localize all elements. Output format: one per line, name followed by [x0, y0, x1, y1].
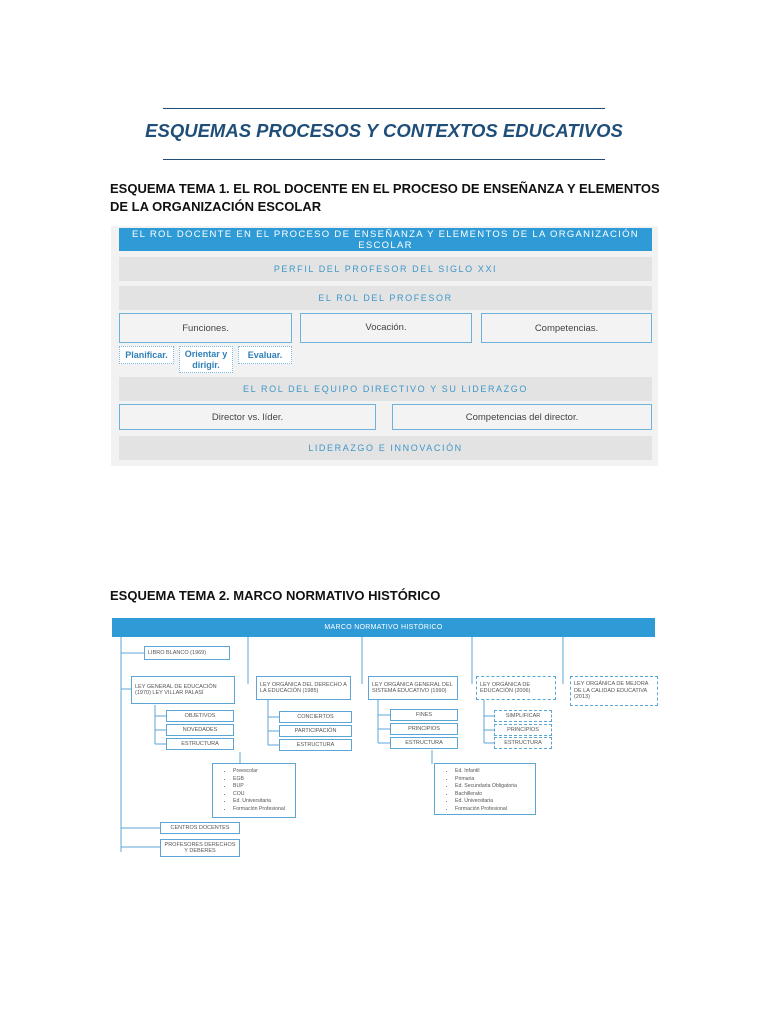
list-item: • Ed. Secundaria Obligatoria: [455, 783, 531, 791]
planificar-box: Planificar.: [119, 346, 174, 364]
logse-structure-list: [434, 763, 536, 815]
marco-header: MARCO NORMATIVO HISTÓRICO: [112, 618, 655, 637]
lge-child: NOVEDADES: [166, 724, 234, 736]
scheme2-heading: ESQUEMA TEMA 2. MARCO NORMATIVO HISTÓRICO: [110, 588, 441, 603]
list-item: • Primaria: [455, 776, 531, 784]
scheme1-heading: ESQUEMA TEMA 1. EL ROL DOCENTE EN EL PROCESO DE ENSEÑANZA Y ELEMENTOS DE LA ORGANIZACIÓN ESCOLAR: [110, 181, 660, 214]
perfil-bar: PERFIL DEL PROFESOR DEL SIGLO XXI: [119, 257, 652, 281]
list-item: • Preescolar: [233, 768, 291, 776]
lge-child: ESTRUCTURA: [166, 738, 234, 750]
director-lider-box: Director vs. líder.: [119, 404, 376, 430]
lode-box: LEY ORGÁNICA DEL DERECHO A LA EDUCACIÓN (1985): [256, 676, 351, 700]
lode-child: ESTRUCTURA: [279, 739, 352, 751]
logse-child: FINES: [390, 709, 458, 721]
list-item: • Formación Profesional: [455, 806, 531, 814]
lge-child: OBJETIVOS: [166, 710, 234, 722]
list-item: • COU: [233, 791, 291, 799]
loe-child: ESTRUCTURA: [494, 737, 552, 749]
centros-box: CENTROS DOCENTES: [160, 822, 240, 834]
list-item: • EGB: [233, 776, 291, 784]
list-item: • Ed. Universitaria: [455, 798, 531, 806]
list-item: • Bachillerato: [455, 791, 531, 799]
vocacion-box: Vocación.: [300, 313, 472, 343]
list-item: • Ed. Universitaria: [233, 798, 291, 806]
rol-profesor-bar: EL ROL DEL PROFESOR: [119, 286, 652, 310]
lge-box: LEY GENERAL DE EDUCACIÓN (1970) LEY VILLAR PALASÍ: [131, 676, 235, 704]
loe-child: PRINCIPIOS: [494, 724, 552, 736]
list-item: • Formación Profesional: [233, 806, 291, 814]
document-title: ESQUEMAS PROCESOS Y CONTEXTOS EDUCATIVOS: [145, 120, 623, 141]
lge-structure-list: [212, 763, 296, 818]
orientar-box: Orientar y dirigir.: [179, 346, 233, 373]
logse-child: PRINCIPIOS: [390, 723, 458, 735]
competencias-director-box: Competencias del director.: [392, 404, 652, 430]
loe-child: SIMPLIFICAR: [494, 710, 552, 722]
list-item: • BUP: [233, 783, 291, 791]
list-item: • Ed. Infantil: [455, 768, 531, 776]
profesores-box: PROFESORES DERECHOS Y DEBERES: [160, 839, 240, 857]
loe-box: LEY ORGÁNICA DE EDUCACIÓN (2006): [476, 676, 556, 700]
liderazgo-bar: LIDERAZGO E INNOVACIÓN: [119, 436, 652, 460]
competencias-box: Competencias.: [481, 313, 652, 343]
libro-blanco-box: LIBRO BLANCO (1969): [144, 646, 230, 660]
lode-child: PARTICIPACIÓN: [279, 725, 352, 737]
scheme1-top-bar: EL ROL DOCENTE EN EL PROCESO DE ENSEÑANZA Y ELEMENTOS DE LA ORGANIZACIÓN ESCOLAR: [119, 228, 652, 251]
lomce-box: LEY ORGÁNICA DE MEJORA DE LA CALIDAD EDUCATIVA (2013): [570, 676, 658, 706]
logse-box: LEY ORGÁNICA GENERAL DEL SISTEMA EDUCATIVO (1990): [368, 676, 458, 700]
evaluar-box: Evaluar.: [238, 346, 292, 364]
lode-child: CONCIERTOS: [279, 711, 352, 723]
logse-child: ESTRUCTURA: [390, 737, 458, 749]
funciones-box: Funciones.: [119, 313, 292, 343]
rol-equipo-bar: EL ROL DEL EQUIPO DIRECTIVO Y SU LIDERAZGO: [119, 377, 652, 401]
